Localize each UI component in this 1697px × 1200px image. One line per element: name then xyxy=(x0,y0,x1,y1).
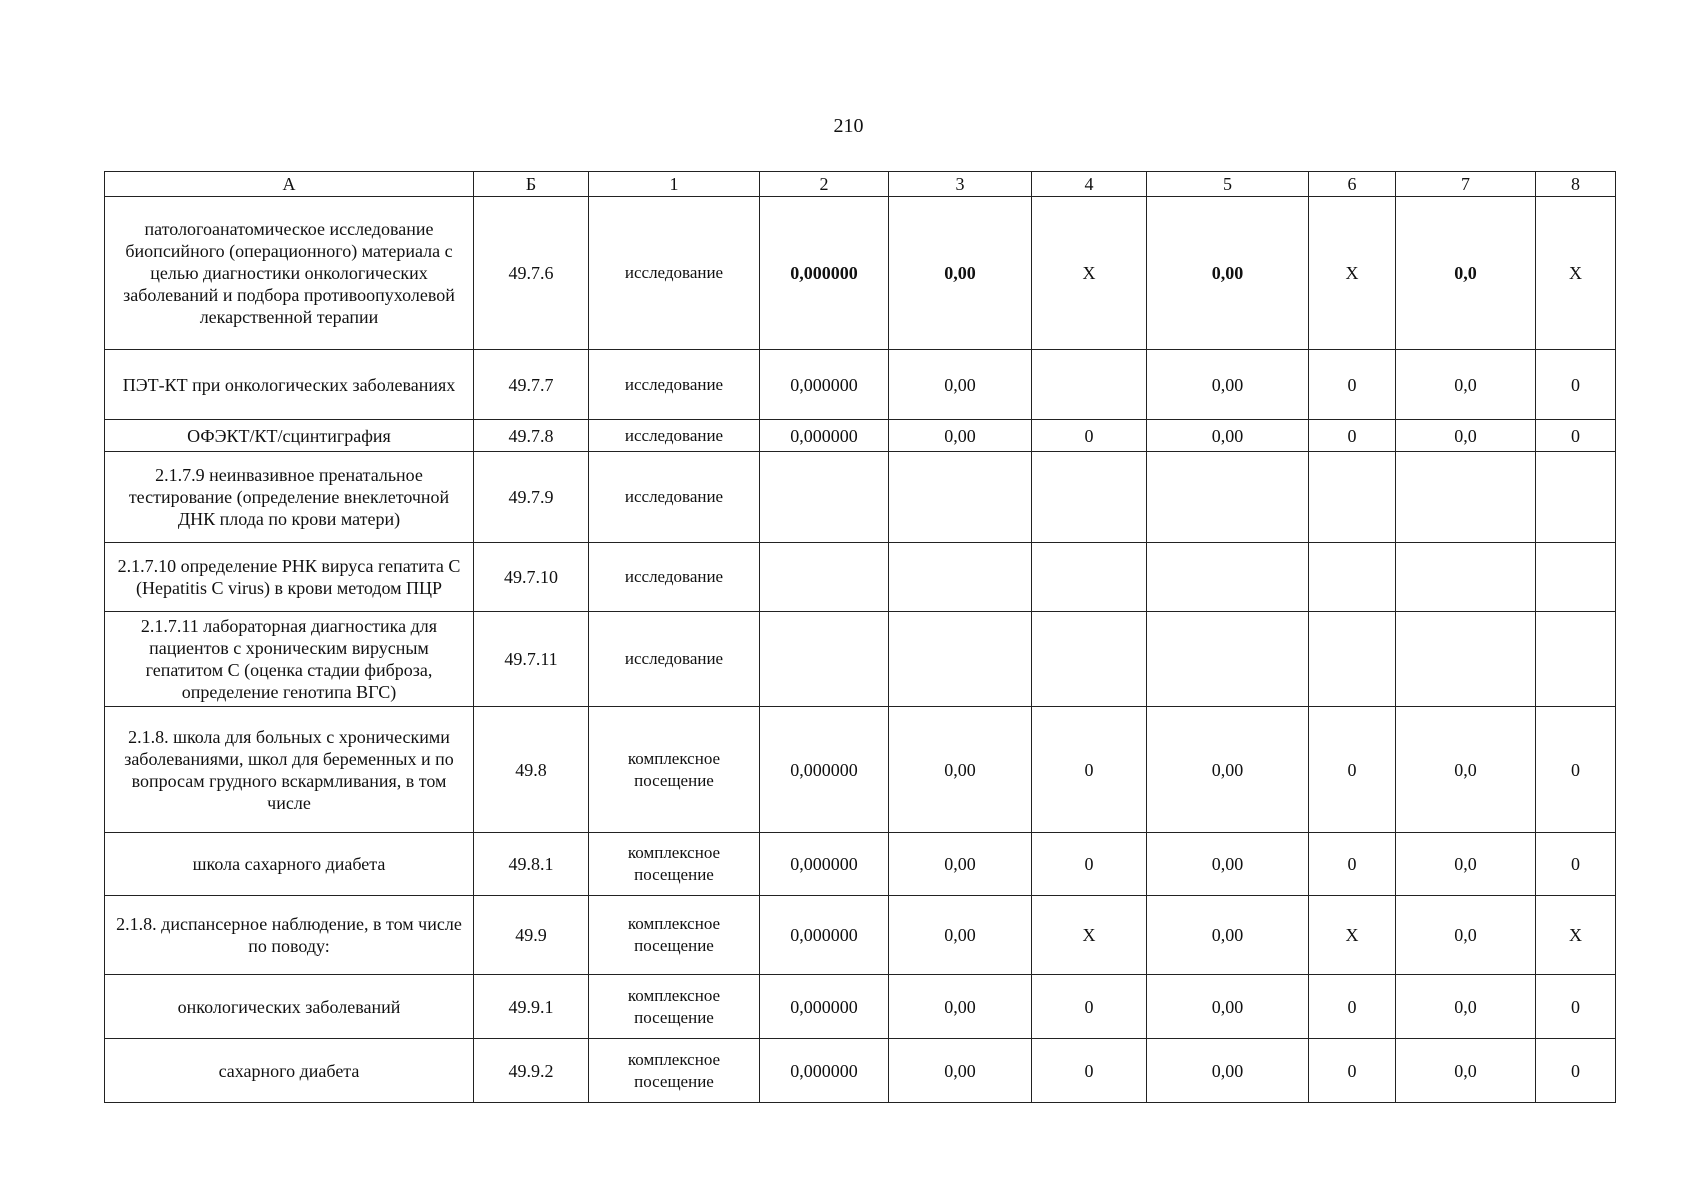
column-header: 2 xyxy=(760,172,889,197)
value-col-2 xyxy=(760,612,889,707)
value-col-2: 0,000000 xyxy=(760,833,889,896)
value-col-5 xyxy=(1147,452,1309,543)
value-col-2: 0,000000 xyxy=(760,975,889,1039)
value-col-8 xyxy=(1536,452,1616,543)
value-col-3 xyxy=(889,612,1032,707)
row-unit: комплексное посещение xyxy=(589,975,760,1039)
value-col-5: 0,00 xyxy=(1147,1039,1309,1103)
row-code: 49.7.7 xyxy=(474,350,589,420)
row-name: школа сахарного диабета xyxy=(105,833,474,896)
value-col-7: 0,0 xyxy=(1396,1039,1536,1103)
value-col-8: 0 xyxy=(1536,975,1616,1039)
row-code: 49.9.1 xyxy=(474,975,589,1039)
column-header: 7 xyxy=(1396,172,1536,197)
value-col-8: 0 xyxy=(1536,420,1616,452)
value-col-8: X xyxy=(1536,197,1616,350)
value-col-8: X xyxy=(1536,896,1616,975)
value-col-4 xyxy=(1032,452,1147,543)
row-name: онкологических заболеваний xyxy=(105,975,474,1039)
value-col-7 xyxy=(1396,452,1536,543)
table-row xyxy=(105,452,1616,543)
value-col-8 xyxy=(1536,543,1616,612)
table-row xyxy=(105,350,1616,420)
value-col-5: 0,00 xyxy=(1147,420,1309,452)
row-code: 49.9 xyxy=(474,896,589,975)
row-code: 49.8 xyxy=(474,707,589,833)
value-col-4 xyxy=(1032,543,1147,612)
value-col-5 xyxy=(1147,543,1309,612)
table-row xyxy=(105,420,1616,452)
row-name: 2.1.7.10 определение РНК вируса гепатита C (Hepatitis C virus) в крови методом ПЦР xyxy=(105,543,474,612)
row-code: 49.7.10 xyxy=(474,543,589,612)
value-col-7: 0,0 xyxy=(1396,197,1536,350)
row-name: сахарного диабета xyxy=(105,1039,474,1103)
value-col-7: 0,0 xyxy=(1396,896,1536,975)
row-name: 2.1.7.9 неинвазивное пренатальное тестирование (определение внеклеточной ДНК плода по крови матери) xyxy=(105,452,474,543)
row-unit: исследование xyxy=(589,420,760,452)
value-col-3: 0,00 xyxy=(889,350,1032,420)
table-row xyxy=(105,612,1616,707)
row-unit: исследование xyxy=(589,350,760,420)
value-col-7: 0,0 xyxy=(1396,420,1536,452)
row-name: ПЭТ-КТ при онкологических заболеваниях xyxy=(105,350,474,420)
column-header: 5 xyxy=(1147,172,1309,197)
column-header: 6 xyxy=(1309,172,1396,197)
row-code: 49.7.9 xyxy=(474,452,589,543)
value-col-7: 0,0 xyxy=(1396,975,1536,1039)
value-col-6: 0 xyxy=(1309,350,1396,420)
value-col-5: 0,00 xyxy=(1147,707,1309,833)
table-row xyxy=(105,833,1616,896)
value-col-4: 0 xyxy=(1032,707,1147,833)
row-name: 2.1.7.11 лабораторная диагностика для пациентов с хроническим вирусным гепатитом C (оценка стадии фиброза, определение генотипа ВГС) xyxy=(105,612,474,707)
value-col-3: 0,00 xyxy=(889,896,1032,975)
value-col-2: 0,000000 xyxy=(760,707,889,833)
value-col-7: 0,0 xyxy=(1396,833,1536,896)
row-code: 49.9.2 xyxy=(474,1039,589,1103)
value-col-3: 0,00 xyxy=(889,197,1032,350)
value-col-4: X xyxy=(1032,896,1147,975)
column-header: 4 xyxy=(1032,172,1147,197)
value-col-7: 0,0 xyxy=(1396,350,1536,420)
value-col-5: 0,00 xyxy=(1147,833,1309,896)
column-header: Б xyxy=(474,172,589,197)
value-col-3: 0,00 xyxy=(889,975,1032,1039)
value-col-5: 0,00 xyxy=(1147,197,1309,350)
value-col-2 xyxy=(760,543,889,612)
value-col-3 xyxy=(889,543,1032,612)
row-unit: исследование xyxy=(589,197,760,350)
row-name: патологоанатомическое исследование биопсийного (операционного) материала с целью диагностики онкологических заболеваний и подбора противоопухолевой лекарственной терапии xyxy=(105,197,474,350)
value-col-2: 0,000000 xyxy=(760,896,889,975)
row-unit: исследование xyxy=(589,452,760,543)
table-row xyxy=(105,197,1616,350)
value-col-8: 0 xyxy=(1536,1039,1616,1103)
column-header: 1 xyxy=(589,172,760,197)
value-col-8: 0 xyxy=(1536,350,1616,420)
value-col-6: X xyxy=(1309,197,1396,350)
value-col-7 xyxy=(1396,543,1536,612)
value-col-6: 0 xyxy=(1309,833,1396,896)
value-col-4: 0 xyxy=(1032,1039,1147,1103)
value-col-2: 0,000000 xyxy=(760,420,889,452)
value-col-6 xyxy=(1309,543,1396,612)
value-col-4: 0 xyxy=(1032,833,1147,896)
row-code: 49.7.11 xyxy=(474,612,589,707)
row-code: 49.7.8 xyxy=(474,420,589,452)
value-col-6: X xyxy=(1309,896,1396,975)
value-col-4 xyxy=(1032,350,1147,420)
value-col-2: 0,000000 xyxy=(760,350,889,420)
header-row xyxy=(105,172,1616,197)
value-col-2 xyxy=(760,452,889,543)
value-col-6: 0 xyxy=(1309,420,1396,452)
value-col-5 xyxy=(1147,612,1309,707)
value-col-4: X xyxy=(1032,197,1147,350)
row-code: 49.7.6 xyxy=(474,197,589,350)
value-col-5: 0,00 xyxy=(1147,896,1309,975)
column-header: 3 xyxy=(889,172,1032,197)
value-col-4: 0 xyxy=(1032,975,1147,1039)
value-col-3: 0,00 xyxy=(889,420,1032,452)
value-col-8 xyxy=(1536,612,1616,707)
column-header: 8 xyxy=(1536,172,1616,197)
value-col-3 xyxy=(889,452,1032,543)
value-col-6: 0 xyxy=(1309,975,1396,1039)
row-unit: комплексное посещение xyxy=(589,833,760,896)
value-col-5: 0,00 xyxy=(1147,975,1309,1039)
value-col-6: 0 xyxy=(1309,707,1396,833)
row-unit: комплексное посещение xyxy=(589,896,760,975)
row-unit: комплексное посещение xyxy=(589,1039,760,1103)
value-col-3: 0,00 xyxy=(889,833,1032,896)
row-unit: исследование xyxy=(589,612,760,707)
value-col-3: 0,00 xyxy=(889,1039,1032,1103)
value-col-2: 0,000000 xyxy=(760,197,889,350)
table-row xyxy=(105,1039,1616,1103)
value-col-5: 0,00 xyxy=(1147,350,1309,420)
table-row xyxy=(105,707,1616,833)
table-row xyxy=(105,975,1616,1039)
value-col-7 xyxy=(1396,612,1536,707)
value-col-2: 0,000000 xyxy=(760,1039,889,1103)
value-col-8: 0 xyxy=(1536,707,1616,833)
row-code: 49.8.1 xyxy=(474,833,589,896)
value-col-6: 0 xyxy=(1309,1039,1396,1103)
table-row xyxy=(105,543,1616,612)
value-col-6 xyxy=(1309,452,1396,543)
value-col-8: 0 xyxy=(1536,833,1616,896)
data-table xyxy=(104,171,1616,1103)
row-name: 2.1.8. школа для больных с хроническими заболеваниями, школ для беременных и по вопросам грудного вскармливания, в том числе xyxy=(105,707,474,833)
row-name: 2.1.8. диспансерное наблюдение, в том числе по поводу: xyxy=(105,896,474,975)
column-header: А xyxy=(105,172,474,197)
value-col-4 xyxy=(1032,612,1147,707)
value-col-7: 0,0 xyxy=(1396,707,1536,833)
row-name: ОФЭКТ/КТ/сцинтиграфия xyxy=(105,420,474,452)
table-row xyxy=(105,896,1616,975)
page-number: 210 xyxy=(833,115,864,137)
value-col-6 xyxy=(1309,612,1396,707)
value-col-3: 0,00 xyxy=(889,707,1032,833)
row-unit: исследование xyxy=(589,543,760,612)
row-unit: комплексное посещение xyxy=(589,707,760,833)
value-col-4: 0 xyxy=(1032,420,1147,452)
